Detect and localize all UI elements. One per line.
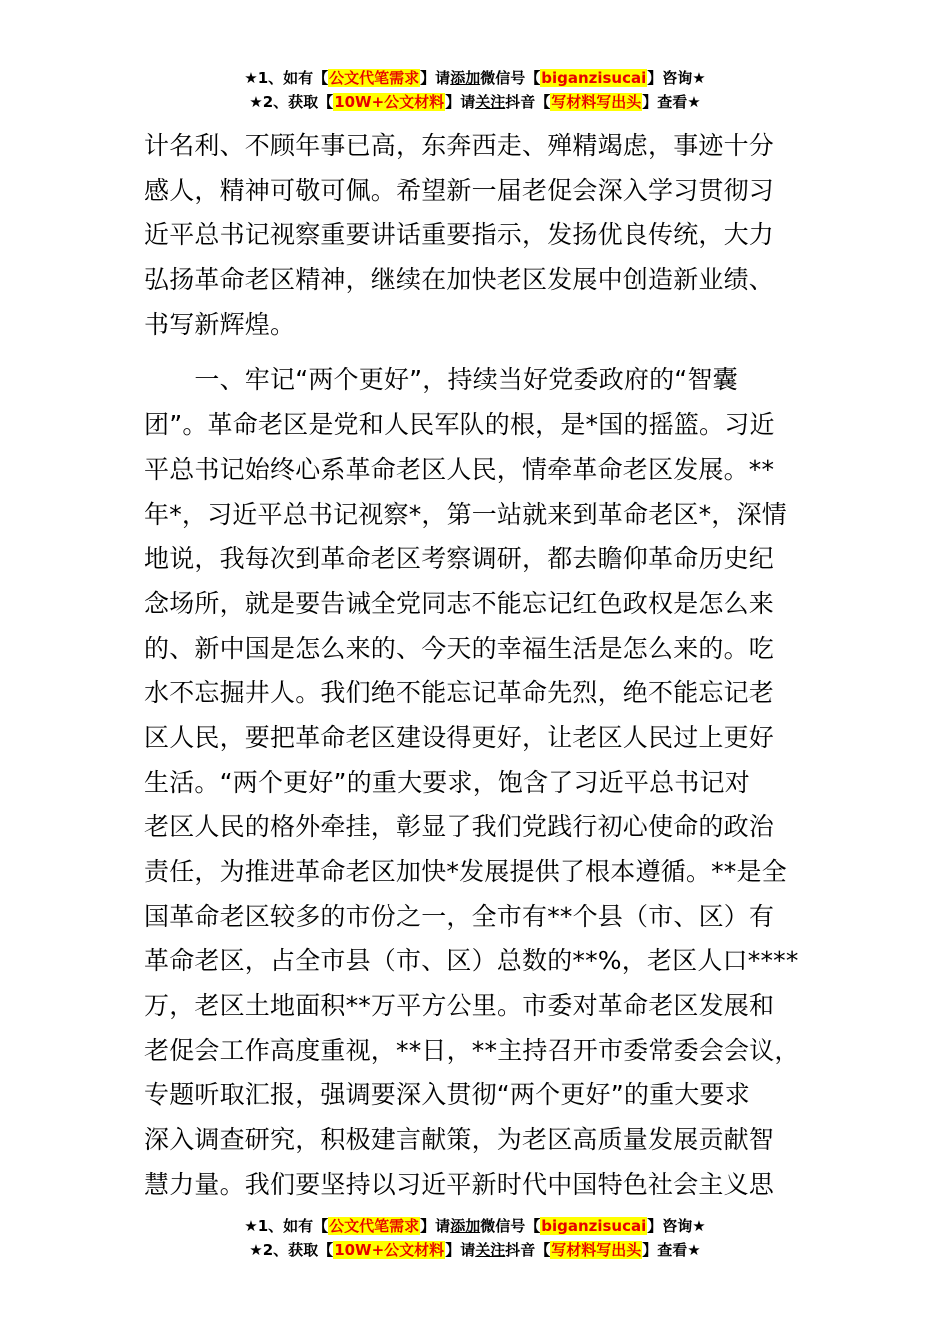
text-line: 水不忘掘井人。我们绝不能忘记革命先烈，绝不能忘记老 bbox=[144, 678, 775, 708]
banner-text: 】咨询★ bbox=[647, 1217, 706, 1235]
text-line: 书写新辉煌。 bbox=[144, 309, 296, 339]
banner-text: 】请 bbox=[420, 69, 451, 87]
text-line: 责任，为推进革命老区加快*发展提供了根本遵循。**是全 bbox=[144, 857, 787, 886]
banner-underline: 添加 bbox=[450, 69, 481, 87]
paragraph-1 bbox=[144, 124, 824, 347]
banner-highlight: 写材料写出头 bbox=[551, 93, 642, 111]
footer-banner bbox=[0, 1214, 950, 1262]
text-line: 一、牢记“两个更好”，持续当好党委政府的“智囊 bbox=[144, 365, 738, 395]
document-body bbox=[144, 124, 824, 1208]
banner-line-1 bbox=[0, 1214, 950, 1238]
text-line: 弘扬革命老区精神，继续在加快老区发展中创造新业绩、 bbox=[144, 265, 775, 295]
banner-text: ★1、如有【 bbox=[244, 69, 329, 87]
banner-highlight: 10W+公文材料 bbox=[334, 1241, 445, 1259]
banner-underline: 添加 bbox=[450, 1217, 481, 1235]
text-line: 的、新中国是怎么来的、今天的幸福生活是怎么来的。吃 bbox=[144, 633, 775, 663]
text-line: 国革命老区较多的市份之一，全市有**个县（市、区）有 bbox=[144, 901, 775, 931]
text-line: 慧力量。我们要坚持以习近平新时代中国特色社会主义思 bbox=[144, 1169, 775, 1199]
text-line: 念场所，就是要告诫全党同志不能忘记红色政权是怎么来 bbox=[144, 588, 775, 618]
text-line: 团”。革命老区是党和人民军队的根，是*国的摇篮。习近 bbox=[144, 410, 775, 440]
banner-line-2 bbox=[0, 90, 950, 114]
banner-highlight: 公文代笔需求 bbox=[329, 69, 420, 87]
text-line: 地说，我每次到革命老区考察调研，都去瞻仰革命历史纪 bbox=[144, 544, 775, 574]
text-line: 计名利、不顾年事已高，东奔西走、殚精竭虑，事迹十分 bbox=[144, 131, 775, 160]
banner-text: 】查看★ bbox=[642, 1241, 701, 1259]
banner-line-1 bbox=[0, 66, 950, 90]
text-line: 平总书记始终心系革命老区人民，情牵革命老区发展。** bbox=[144, 454, 775, 484]
header-banner bbox=[0, 66, 950, 114]
banner-text: 抖音【 bbox=[505, 1241, 551, 1259]
text-line: 专题听取汇报，强调要深入贯彻“两个更好”的重大要求 bbox=[144, 1080, 750, 1110]
text-line: 深入调查研究，积极建言献策，为老区高质量发展贡献智 bbox=[144, 1125, 775, 1155]
banner-text: 】请 bbox=[445, 1241, 476, 1259]
banner-highlight: 写材料写出头 bbox=[551, 1241, 642, 1259]
banner-underline: 关注 bbox=[475, 93, 506, 111]
paragraph-gap bbox=[144, 347, 824, 358]
text-line: 近平总书记视察重要讲话重要指示，发扬优良传统，大力 bbox=[144, 220, 775, 250]
text-line: 生活。“两个更好”的重大要求，饱含了习近平总书记对 bbox=[144, 767, 750, 797]
banner-line-2 bbox=[0, 1238, 950, 1262]
banner-text: 】查看★ bbox=[642, 93, 701, 111]
banner-underline: 关注 bbox=[475, 1241, 506, 1259]
banner-text: 微信号【 bbox=[480, 1217, 541, 1235]
banner-highlight: biganzisucai bbox=[541, 1217, 647, 1235]
text-line: 感人，精神可敬可佩。希望新一届老促会深入学习贯彻习 bbox=[144, 175, 775, 205]
banner-text: ★2、获取【 bbox=[249, 1241, 334, 1259]
banner-highlight: 公文代笔需求 bbox=[329, 1217, 420, 1235]
banner-highlight: 10W+公文材料 bbox=[334, 93, 445, 111]
banner-text: 】请 bbox=[420, 1217, 451, 1235]
text-line: 区人民，要把革命老区建设得更好，让老区人民过上更好 bbox=[144, 722, 775, 752]
text-line: 万，老区土地面积**万平方公里。市委对革命老区发展和 bbox=[144, 991, 775, 1021]
paragraph-2 bbox=[144, 358, 824, 1207]
text-line: 老促会工作高度重视，**日，**主持召开市委常委会会议， bbox=[144, 1035, 800, 1065]
banner-text: 】咨询★ bbox=[647, 69, 706, 87]
banner-text: 】请 bbox=[445, 93, 476, 111]
banner-text: 微信号【 bbox=[480, 69, 541, 87]
banner-text: ★1、如有【 bbox=[244, 1217, 329, 1235]
banner-text: ★2、获取【 bbox=[249, 93, 334, 111]
text-line: 革命老区，占全市县（市、区）总数的**%，老区人口**** bbox=[144, 946, 799, 976]
banner-highlight: biganzisucai bbox=[541, 69, 647, 87]
banner-text: 抖音【 bbox=[505, 93, 551, 111]
text-line: 年*，习近平总书记视察*，第一站就来到革命老区*，深情 bbox=[144, 499, 787, 529]
text-line: 老区人民的格外牵挂，彰显了我们党践行初心使命的政治 bbox=[144, 812, 775, 842]
